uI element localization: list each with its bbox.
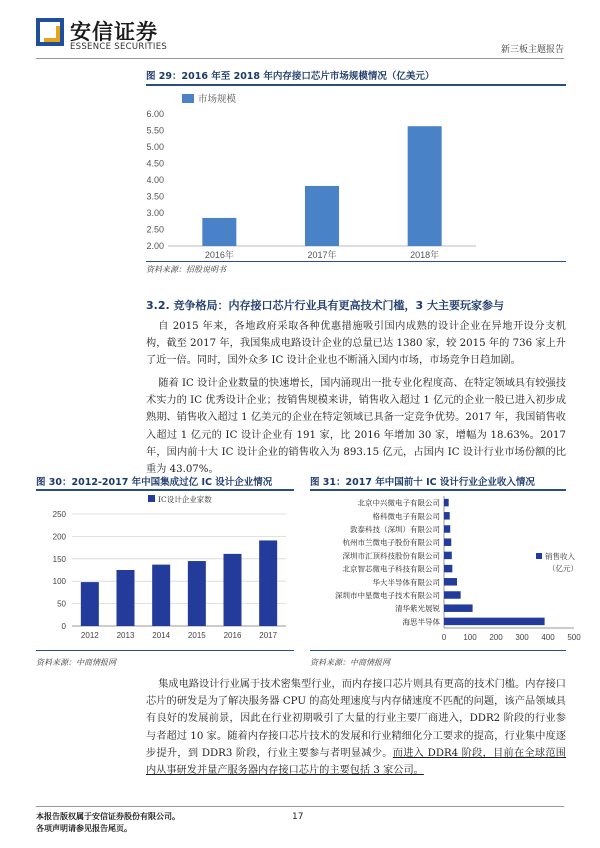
- bar-2012: [81, 582, 99, 626]
- highlighted-sentence: 而进入 DDR4 阶段，目前在全球范围内从事研发并量产服务器内存接口芯片的主要包括 3 家公司。: [146, 747, 566, 777]
- legend-label: 市场规模: [198, 94, 237, 105]
- paragraph-2: 随着 IC 设计企业数量的快速增长，国内涌现出一批专业化程度高、在特定领域具有较强技术实力的 IC 优秀设计企业；按销售规模来讲，销售收入超过 1 亿元的企业一般已进入初步成熟期、销售收入超过 1 亿美元的企业在特定领域已具备一定竞争优势。2017 年，我国销售收入超过 1 亿元的 IC 设计企业有 191 家，比 2016 年增加 30 家，增幅为 18.63%。2017 年，国内前十大 IC 设计企业的销售收入为 893.15 亿元，占国内 IC 设计行业市场份额的比重为 43.07%。: [146, 378, 566, 476]
- paragraph-1: 自 2015 年来，各地政府采取各种优惠措施吸引国内成熟的设计企业在异地开设分支机构，截至 2017 年，我国集成电路设计企业的总量已达 1380 家，较 2015 年的 736 家上升了近一倍。同时，国外众多 IC 设计企业也不断涌入国内市场，市场竞争日趋加剧。: [146, 321, 566, 367]
- x-tick-label: 100: [463, 633, 477, 642]
- y-tick-label: 北京智芯微电子科技有限公司: [342, 564, 440, 574]
- fig29-title: 图 29：2016 年至 2018 年内存接口芯片市场规模情况（亿美元）: [146, 71, 435, 82]
- x-tick-label: 0: [441, 633, 447, 642]
- bar-敦泰科技（深圳）有限公司: [444, 525, 450, 533]
- legend-swatch: [148, 495, 155, 502]
- bar-2017: [259, 540, 277, 626]
- y-tick-label: 50: [57, 599, 66, 609]
- y-tick-label: 北京中兴微电子有限公司: [357, 498, 440, 508]
- y-tick-label: 3.50: [146, 191, 164, 202]
- x-tick-label: 2013: [116, 631, 135, 640]
- y-tick-label: 深圳市汇顶科技股份有限公司: [342, 551, 440, 561]
- bar-2015: [188, 561, 206, 626]
- x-tick-label: 400: [541, 633, 555, 642]
- x-tick-label: 2017年: [307, 250, 337, 260]
- y-tick-label: 100: [52, 577, 66, 587]
- x-tick-label: 300: [515, 633, 529, 642]
- fig31-source: 资料来源：中商情报网: [310, 658, 390, 667]
- y-tick-label: 深圳市中星微电子技术有限公司: [335, 591, 440, 600]
- page-number: 17: [292, 812, 304, 822]
- y-tick-label: 6.00: [146, 109, 164, 119]
- brand-name-en: ESSENCE SECURITIES: [70, 42, 168, 52]
- y-tick-label: 2.50: [146, 224, 164, 235]
- bar-清华紫光展锐: [444, 604, 473, 612]
- x-tick-label: 2016: [223, 631, 242, 640]
- y-tick-label: 5.50: [146, 125, 164, 136]
- y-tick-label: 250: [52, 510, 66, 519]
- legend-swatch: [182, 94, 194, 103]
- bar-2013: [117, 570, 135, 626]
- bar-2018年: [408, 126, 442, 246]
- x-tick-label: 2014: [152, 631, 171, 640]
- y-tick-label: 150: [52, 554, 66, 564]
- fig30-source: 资料来源：中商情报网: [36, 658, 116, 667]
- y-tick-label: 格科微电子有限公司: [372, 511, 440, 521]
- y-tick-label: 4.50: [146, 158, 164, 169]
- footer-divider: [36, 806, 564, 807]
- legend-swatch: [536, 553, 542, 559]
- x-tick-label: 2018年: [410, 250, 440, 260]
- y-tick-label: 3.00: [146, 208, 164, 218]
- bar-2016: [224, 554, 242, 626]
- bar-格科微电子有限公司: [444, 512, 450, 520]
- bar-杭州市兰微电子股份有限公司: [444, 538, 451, 546]
- fig31-chart: [310, 492, 581, 648]
- x-tick-label: 2017: [259, 631, 278, 640]
- fig31-bottom-rule: [310, 650, 566, 651]
- x-tick-label: 200: [489, 633, 503, 642]
- brand-logo-icon: [36, 18, 64, 46]
- bar-北京中兴微电子有限公司: [444, 499, 449, 507]
- fig30-top-rule: [36, 489, 294, 491]
- fig31-top-rule: [310, 489, 566, 491]
- y-tick-label: 敦泰科技（深圳）有限公司: [350, 525, 440, 534]
- section-heading: 3.2. 竞争格局：内存接口芯片行业具有更高技术门槛，3 大主要玩家参与: [146, 299, 504, 312]
- fig29-source: 资料来源：招股说明书: [146, 265, 226, 274]
- x-tick-label: 2015: [187, 631, 206, 640]
- bar-2014: [152, 565, 170, 626]
- x-tick-label: 2012: [80, 631, 99, 640]
- bar-2016年: [202, 218, 236, 246]
- fig29-top-rule: [146, 84, 566, 86]
- paragraph-3: 集成电路设计行业属于技术密集型行业，而内存接口芯片则具有更高的技术门槛。内存接口芯片的研发是为了解决服务器 CPU 的高处理速度与内存储速度不匹配的问题，该产品领域具有良好的发展前景，因此在行业初期吸引了大量的行业主要厂商进入，DDR2 阶段的行业参与者超过 10 家。随着内存接口芯片技术的发展和行业精细化分工要求的提高，行业集中度逐步提升，到 DDR3 阶段，行业主要参与者明显减少。而进入 DDR4 阶段，目前在全球范围内从事研发并量产服务器内存接口芯片的主要包括 3 家公司。: [146, 679, 566, 777]
- fig30-chart: [36, 492, 294, 642]
- header-divider: [36, 58, 564, 59]
- bar-2017年: [305, 186, 339, 246]
- legend-label: IC设计企业家数: [158, 495, 212, 504]
- y-tick-label: 5.00: [146, 142, 164, 152]
- fig30-bottom-rule: [36, 650, 294, 651]
- footer-copyright: 本报告版权属于安信证券股份有限公司。: [36, 812, 180, 821]
- y-tick-label: 0: [61, 622, 66, 631]
- y-tick-label: 2.00: [146, 241, 164, 251]
- bar-深圳市中星微电子技术有限公司: [444, 591, 461, 599]
- legend-label-unit: （亿元）: [548, 564, 578, 573]
- bar-华大半导体有限公司: [444, 578, 457, 586]
- y-tick-label: 清华紫光展锐: [395, 604, 440, 614]
- bar-深圳市汇顶科技股份有限公司: [444, 552, 452, 560]
- footer-disclaimer: 各项声明请参见报告尾页。: [36, 824, 132, 833]
- fig30-title: 图 30：2012-2017 年中国集成过亿 IC 设计企业情况: [36, 477, 273, 488]
- report-type-label: 新三板主题报告: [500, 45, 564, 55]
- bar-海思半导体: [444, 618, 545, 626]
- y-tick-label: 200: [52, 532, 66, 542]
- fig31-title: 图 31：2017 年中国前十 IC 设计行业企业收入情况: [310, 477, 535, 488]
- bar-北京智芯微电子科技有限公司: [444, 565, 452, 573]
- x-tick-label: 500: [567, 633, 581, 642]
- y-tick-label: 4.00: [146, 175, 164, 185]
- fig29-chart: [146, 88, 566, 260]
- y-tick-label: 海思半导体: [402, 617, 440, 627]
- x-tick-label: 2016年: [204, 250, 234, 260]
- legend-label: 销售收入: [545, 552, 575, 561]
- y-tick-label: 杭州市兰微电子股份有限公司: [342, 538, 440, 548]
- y-tick-label: 华大半导体有限公司: [372, 577, 440, 587]
- brand-name-cn: 安信证券: [70, 20, 158, 44]
- fig29-bottom-rule: [146, 261, 566, 262]
